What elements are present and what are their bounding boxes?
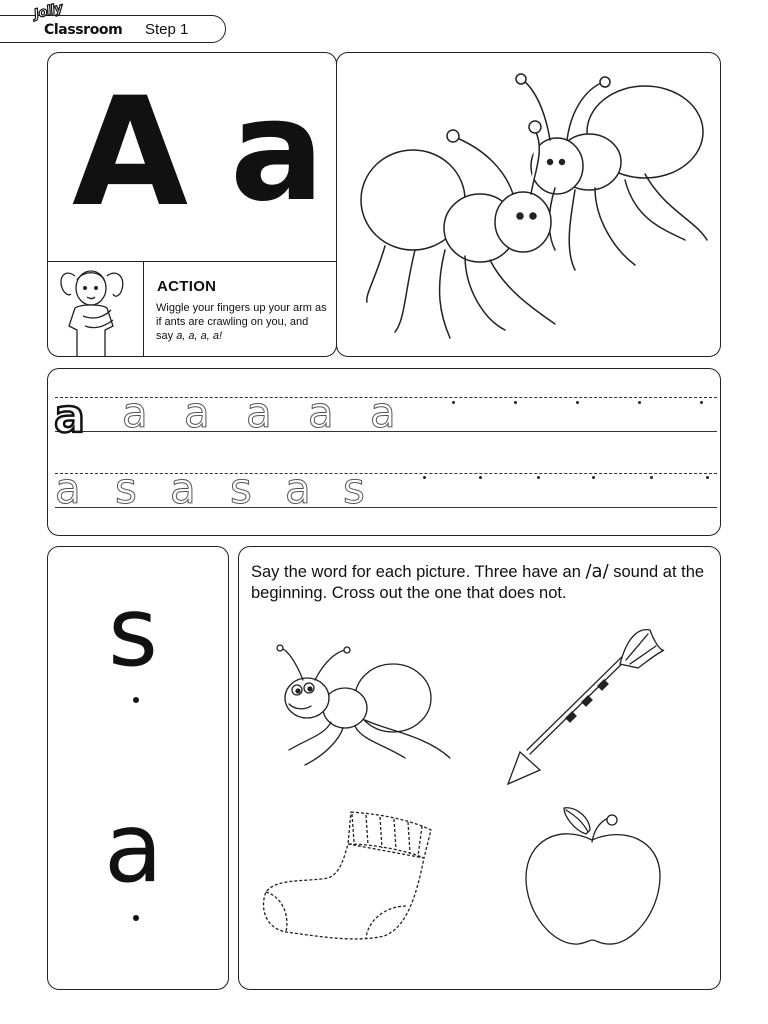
writing-start-dot <box>423 476 426 479</box>
girl-action-icon <box>55 264 135 356</box>
writing-start-dot <box>452 401 455 404</box>
writing-start-dot <box>537 476 540 479</box>
writing-start-dot <box>576 401 579 404</box>
action-text-italic: a, a, a, a! <box>176 329 223 342</box>
formation-dot <box>133 915 139 921</box>
trace-letter: s <box>230 464 252 513</box>
ant-icon[interactable] <box>275 640 455 770</box>
brand-classroom: Classroom <box>44 22 123 38</box>
activity-instructions <box>251 560 711 604</box>
writing-start-dot <box>700 401 703 404</box>
formation-letter-a: a <box>104 792 163 904</box>
action-title: ACTION <box>157 278 217 295</box>
uppercase-letter: A <box>72 66 183 240</box>
trace-letter: a <box>184 388 210 437</box>
handwriting-start-letter: a <box>54 389 86 443</box>
writing-start-dot <box>514 401 517 404</box>
trace-letter: a <box>370 388 396 437</box>
writing-start-dot <box>592 476 595 479</box>
writing-start-dot <box>650 476 653 479</box>
action-divider <box>47 261 336 262</box>
arrow-icon[interactable] <box>500 624 670 789</box>
handwriting-row2-midline <box>55 473 717 474</box>
trace-letter: a <box>246 388 272 437</box>
apple-icon[interactable] <box>520 800 665 950</box>
action-text-plain: Wiggle your fingers up your arm as if ants are crawling on you, and say <box>156 302 327 342</box>
trace-letter: a <box>308 388 334 437</box>
handwriting-row2-baseline <box>55 507 717 508</box>
step-label: Step 1 <box>145 21 189 38</box>
two-ants-icon <box>345 70 715 350</box>
writing-start-dot <box>638 401 641 404</box>
formation-dot <box>133 697 139 703</box>
writing-start-dot <box>479 476 482 479</box>
formation-letter-s: s <box>108 576 159 688</box>
brand-jolly: Jolly <box>32 0 65 23</box>
trace-letter: a <box>285 464 311 513</box>
trace-letter: s <box>343 464 365 513</box>
trace-letter: a <box>122 388 148 437</box>
action-divider-vertical <box>143 262 144 356</box>
phoneme: /a/ <box>585 561 609 582</box>
writing-start-dot <box>706 476 709 479</box>
lowercase-letter: a <box>230 70 319 233</box>
action-text <box>156 302 328 344</box>
trace-letter: a <box>55 464 81 513</box>
instruction-after: sound at the beginning. Cross out the one that does not. <box>251 563 705 603</box>
trace-letter: s <box>115 464 137 513</box>
trace-letter: a <box>170 464 196 513</box>
sock-icon[interactable] <box>256 808 436 943</box>
instruction-before: Say the word for each picture. Three have an <box>251 563 586 581</box>
